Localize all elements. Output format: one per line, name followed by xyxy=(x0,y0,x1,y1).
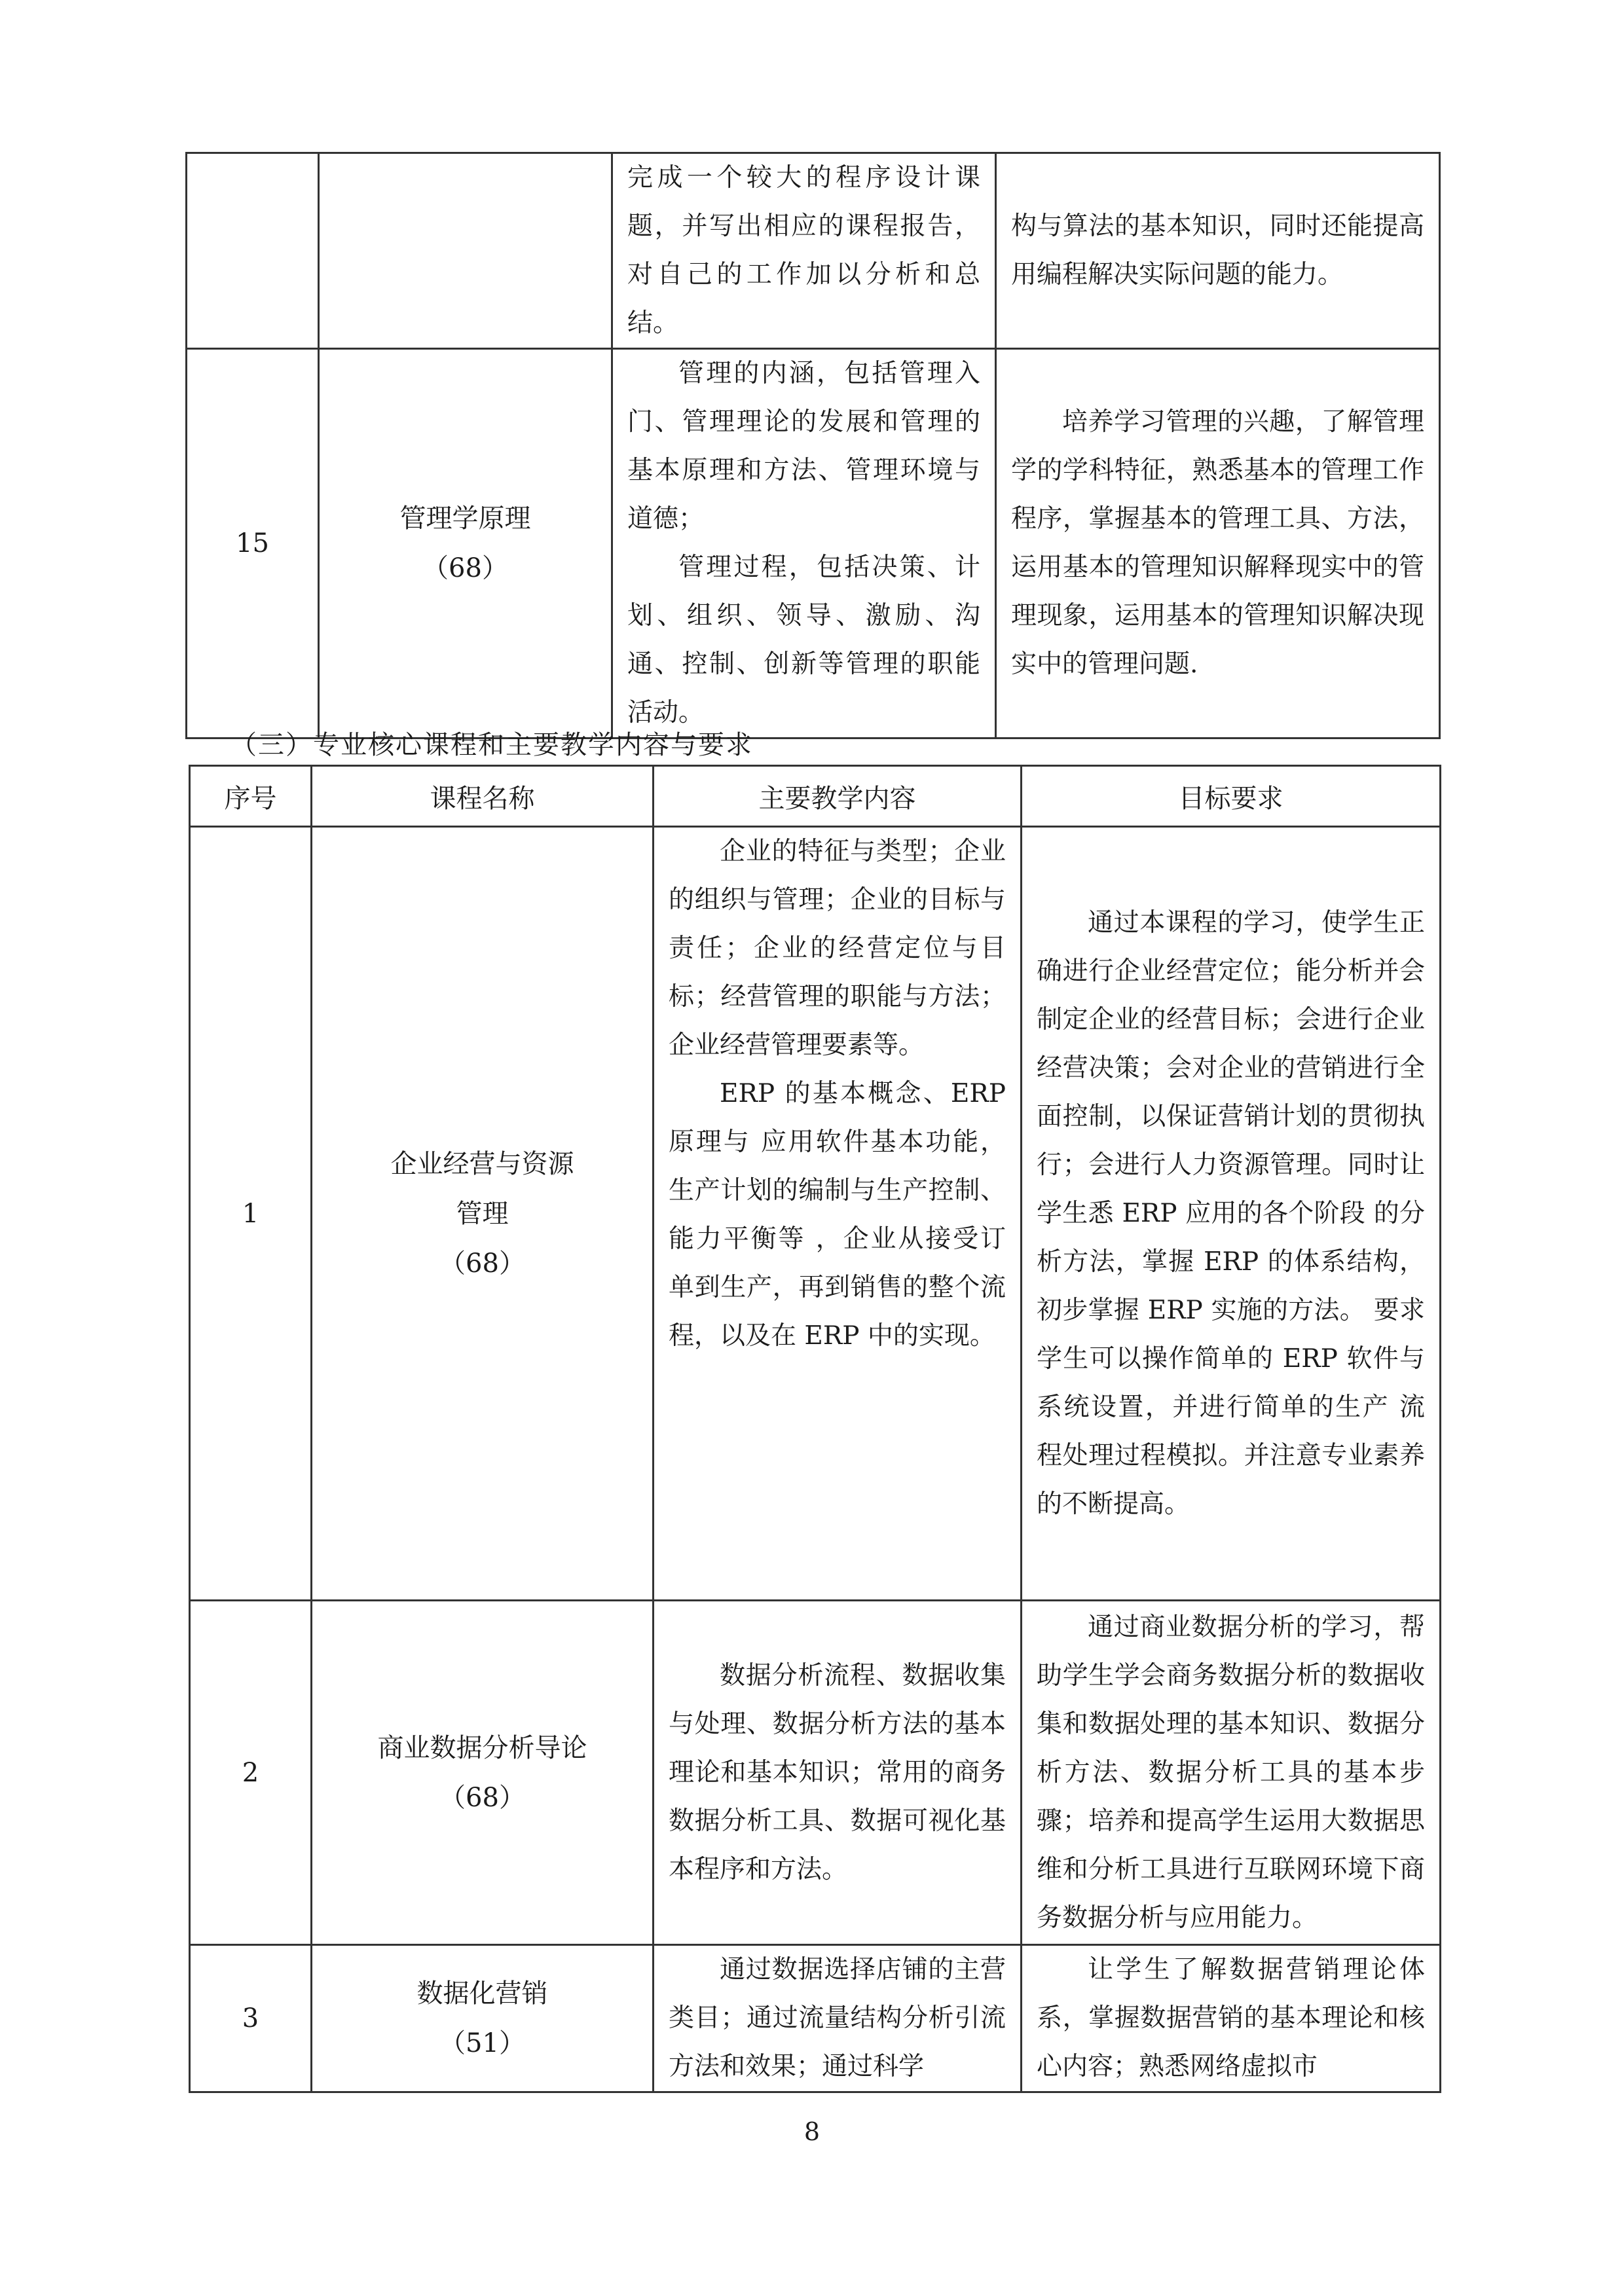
table-row xyxy=(190,827,1441,1601)
row-number: 2 xyxy=(190,1601,312,1945)
goal-paragraph: 通过商业数据分析的学习，帮助学生学会商务数据分析的数据收集和数据处理的基本知识、数据分析方法、数据分析工具的基本步骤；培养和提高学生运用大数据思维和分析工具进行互联网环境下商务数据分析与应用能力。 xyxy=(1037,1612,1425,1933)
content-paragraph: 通过数据选择店铺的主营类目；通过流量结构分析引流方法和效果；通过科学 xyxy=(669,1955,1006,2081)
continued-course-table xyxy=(185,152,1441,739)
content-paragraph: 管理过程，包括决策、计划、组织、领导、激励、沟通、控制、创新等管理的职能活动。 xyxy=(627,553,980,727)
goal-cell xyxy=(1022,1945,1441,2092)
main-content-cell xyxy=(612,153,996,349)
content-paragraph: 管理的内涵，包括管理入门、管理理论的发展和管理的基本原理和方法、管理环境与道德； xyxy=(627,359,980,534)
main-content-cell xyxy=(654,1945,1022,2092)
goal-paragraph: 让学生了解数据营销理论体系，掌握数据营销的基本理论和核心内容；熟悉网络虚拟市 xyxy=(1037,1955,1425,2081)
goal-paragraph: 通过本课程的学习，使学生正确进行企业经营定位；能分析并会制定企业的经营目标；会进行企业经营决策；会对企业的营销进行全面控制，以保证营销计划的贯彻执行；会进行人力资源管理。同时让学生悉 ERP 应用的各个阶段 的分析方法，掌握 ERP 的体系结构，初步掌握 ERP 实施的方法。 要求学生可以操作简单的 ERP 软件与系统设置，并进行简单的生产 流程处理过程模拟。并注意专业素养的不断提高。 xyxy=(1037,907,1425,1519)
content-paragraph: ERP 的基本概念、ERP 原理与 应用软件基本功能，生产计划的编制与生产控制、能力平衡等 ，企业从接受订单到生产，再到销售的整个流程，以及在 ERP 中的实现。 xyxy=(669,1079,1006,1351)
goal-cell xyxy=(1022,827,1441,1601)
row-number: 15 xyxy=(187,349,319,738)
course-name-cell xyxy=(312,827,654,1601)
goal-cell xyxy=(1022,1601,1441,1945)
content-paragraph: 完成一个较大的程序设计课题，并写出相应的课程报告，对自己的工作加以分析和总结。 xyxy=(627,163,980,338)
goal-cell xyxy=(996,153,1440,349)
course-name: 企业经营与资源 xyxy=(390,1148,574,1179)
course-name: 数据化营销 xyxy=(416,1978,548,2009)
course-name-cell xyxy=(312,1945,654,2092)
course-name-cell xyxy=(312,1601,654,1945)
table-row xyxy=(190,1945,1441,2092)
header-course-name: 课程名称 xyxy=(312,766,654,827)
header-goal: 目标要求 xyxy=(1022,766,1441,827)
main-content-cell xyxy=(654,827,1022,1601)
goal-cell xyxy=(996,349,1440,738)
table-header-row xyxy=(190,766,1441,827)
row-number: 1 xyxy=(190,827,312,1601)
section-heading: （三）专业核心课程和主要教学内容与要求 xyxy=(231,730,753,760)
content-paragraph: 数据分析流程、数据收集与处理、数据分析方法的基本理论和基本知识；常用的商务数据分析工具、数据可视化基本程序和方法。 xyxy=(669,1660,1006,1884)
content-paragraph: 企业的特征与类型；企业的组织与管理；企业的目标与责任；企业的经营定位与目标；经营管理的职能与方法；企业经营管理要素等。 xyxy=(669,837,1006,1060)
course-name-continued: 管理 xyxy=(456,1198,509,1229)
course-credits: （68） xyxy=(422,553,508,583)
table-row xyxy=(190,1601,1441,1945)
course-name-cell xyxy=(319,153,612,349)
header-number: 序号 xyxy=(190,766,312,827)
course-credits: （51） xyxy=(439,2028,525,2058)
course-credits: （68） xyxy=(439,1782,525,1813)
main-content-cell xyxy=(654,1601,1022,1945)
course-name: 管理学原理 xyxy=(399,503,531,534)
course-name-cell xyxy=(319,349,612,738)
header-main-content: 主要教学内容 xyxy=(654,766,1022,827)
page-number: 8 xyxy=(803,2117,821,2146)
main-content-cell xyxy=(612,349,996,738)
row-number: 3 xyxy=(190,1945,312,2092)
table-row xyxy=(187,153,1440,349)
goal-paragraph: 培养学习管理的兴趣，了解管理学的学科特征，熟悉基本的管理工作程序，掌握基本的管理工具、方法，运用基本的管理知识解释现实中的管理现象，运用基本的管理知识解决现实中的管理问题. xyxy=(1011,407,1424,679)
table-row xyxy=(187,349,1440,738)
course-name: 商业数据分析导论 xyxy=(377,1732,587,1763)
row-number-cell xyxy=(187,153,319,349)
goal-paragraph: 构与算法的基本知识，同时还能提高用编程解决实际问题的能力。 xyxy=(1011,211,1424,289)
course-credits: （68） xyxy=(439,1248,525,1279)
core-course-table xyxy=(189,765,1441,2093)
